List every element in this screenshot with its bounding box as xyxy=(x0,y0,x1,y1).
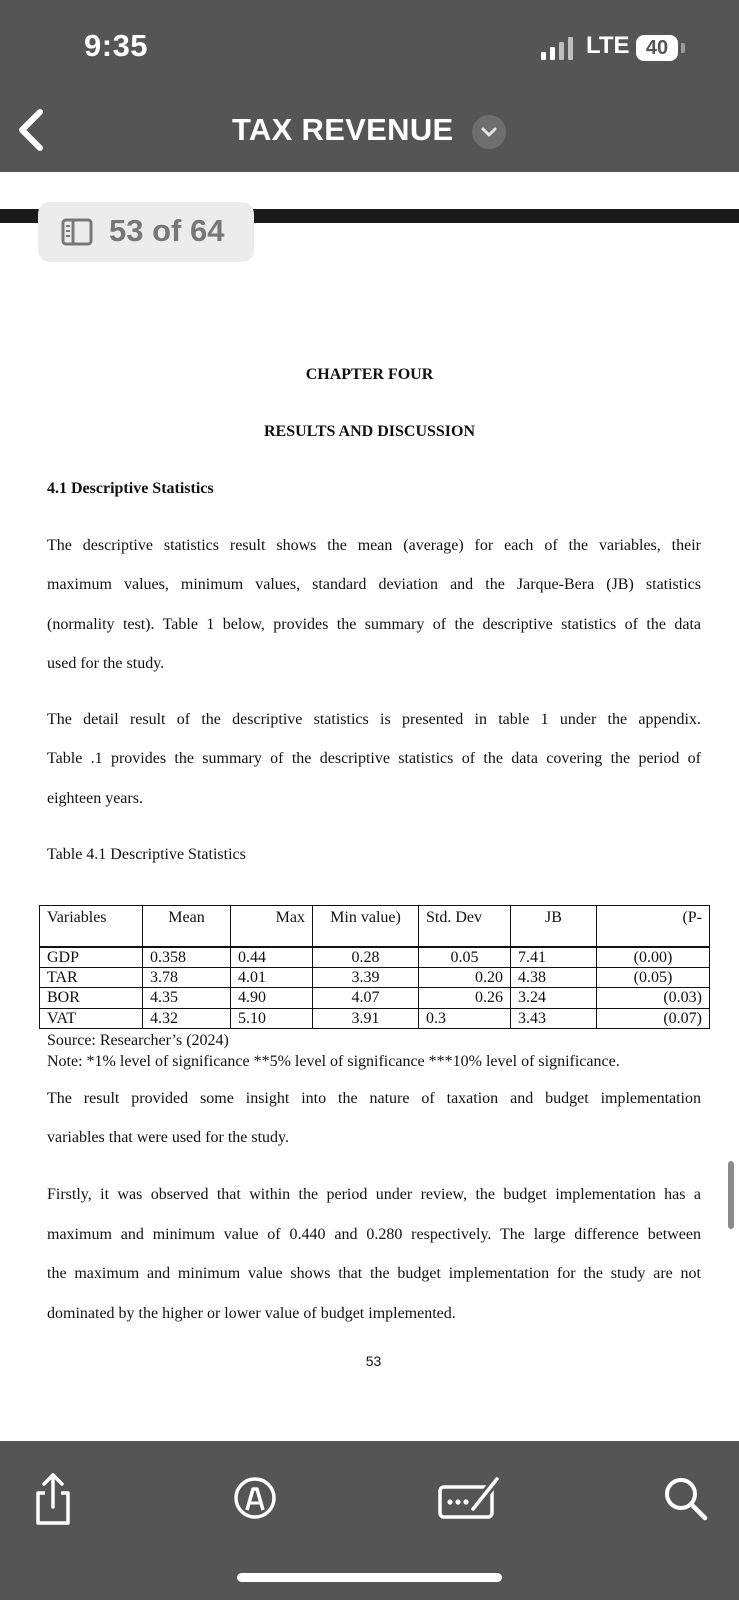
subheading: 4.1 Descriptive Statistics xyxy=(47,480,214,497)
chevron-left-icon xyxy=(14,106,48,154)
share-icon xyxy=(30,1471,76,1527)
sidebar-icon xyxy=(61,218,93,246)
table-cell: 3.24 xyxy=(511,988,597,1009)
status-time: 9:35 xyxy=(84,28,149,63)
table-cell: 3.39 xyxy=(313,967,419,988)
signal-icon xyxy=(541,36,577,60)
table-cell: 0.26 xyxy=(419,988,511,1009)
table-cell: 0.20 xyxy=(419,967,511,988)
annotate-icon xyxy=(437,1473,503,1523)
table-row xyxy=(40,947,710,968)
table-cell: 3.78 xyxy=(143,967,231,988)
table-header-row xyxy=(40,906,710,947)
table-cell: 4.07 xyxy=(313,988,419,1009)
paragraph-line: The detail result of the descriptive statistics is presented in table 1 under the appendix. xyxy=(47,711,701,728)
table-source: Source: Researcher’s (2024) xyxy=(47,1032,229,1049)
chevron-down-icon xyxy=(472,115,506,149)
search-button[interactable] xyxy=(661,1474,709,1522)
share-button[interactable] xyxy=(30,1471,76,1527)
paragraph-line: eighteen years. xyxy=(47,790,143,807)
table-header-cell: (P- xyxy=(597,906,710,947)
section-heading: RESULTS AND DISCUSSION xyxy=(263,423,476,440)
table-caption: Table 4.1 Descriptive Statistics xyxy=(47,846,246,863)
search-icon xyxy=(661,1474,709,1522)
paragraph-line: Table .1 provides the summary of the descriptive statistics of the data covering the period of xyxy=(47,750,701,767)
markup-button[interactable] xyxy=(232,1475,278,1521)
table-cell: 0.44 xyxy=(231,947,313,968)
table-header-cell: JB xyxy=(511,906,597,947)
table-header-cell: Std. Dev xyxy=(419,906,511,947)
table-cell: (0.05) xyxy=(597,967,710,988)
annotate-button[interactable] xyxy=(437,1473,503,1523)
battery-tip xyxy=(681,43,685,53)
home-indicator[interactable] xyxy=(237,1573,502,1582)
top-bar xyxy=(0,0,739,172)
table-header-cell: Mean xyxy=(143,906,231,947)
table-cell: (0.03) xyxy=(597,988,710,1009)
table-header-cell: Min value) xyxy=(313,906,419,947)
network-type: LTE xyxy=(586,32,630,59)
title-menu-button[interactable] xyxy=(472,115,506,149)
table-row xyxy=(40,988,710,1009)
page-indicator[interactable] xyxy=(38,202,254,262)
paragraph-line: (normality test). Table 1 below, provides the summary of the descriptive statistics of the data xyxy=(47,616,701,633)
paragraph-line: variables that were used for the study. xyxy=(47,1129,289,1146)
table-cell: 4.38 xyxy=(511,967,597,988)
table-cell: (0.07) xyxy=(597,1008,710,1029)
page-number: 53 xyxy=(365,1353,382,1369)
table-header-cell: Variables xyxy=(40,906,143,947)
paragraph-line: dominated by the higher or lower value of budget implemented. xyxy=(47,1305,456,1322)
table-cell: 0.358 xyxy=(143,947,231,968)
table-cell: 3.43 xyxy=(511,1008,597,1029)
paragraph-line: maximum values, minimum values, standard deviation and the Jarque-Bera (JB) statistics xyxy=(47,576,701,593)
table-cell: 4.35 xyxy=(143,988,231,1009)
table-cell: 4.90 xyxy=(231,988,313,1009)
table-cell: BOR xyxy=(40,988,143,1009)
table-cell: 4.01 xyxy=(231,967,313,988)
scrollbar-thumb[interactable] xyxy=(728,1161,734,1229)
table-cell: GDP xyxy=(40,947,143,968)
table-row xyxy=(40,1008,710,1029)
markup-icon xyxy=(232,1475,278,1521)
table-note: Note: *1% level of significance **5% level of significance ***10% level of significance. xyxy=(47,1053,620,1070)
table-row xyxy=(40,967,710,988)
table-cell: 0.05 xyxy=(419,947,511,968)
table-cell: (0.00) xyxy=(597,947,710,968)
back-button[interactable] xyxy=(14,106,48,154)
table-cell: 7.41 xyxy=(511,947,597,968)
document-title[interactable]: TAX REVENUE xyxy=(232,112,454,147)
table-cell: VAT xyxy=(40,1008,143,1029)
paragraph-line: The descriptive statistics result shows the mean (average) for each of the variables, their xyxy=(47,537,701,554)
table-cell: 5.10 xyxy=(231,1008,313,1029)
table-header-cell: Max xyxy=(231,906,313,947)
table-cell: 3.91 xyxy=(313,1008,419,1029)
table-cell: 4.32 xyxy=(143,1008,231,1029)
chapter-heading: CHAPTER FOUR xyxy=(305,366,434,383)
descriptive-statistics-table xyxy=(39,905,710,1029)
paragraph-line: used for the study. xyxy=(47,655,165,672)
table-cell: 0.3 xyxy=(419,1008,511,1029)
paragraph-line: The result provided some insight into the nature of taxation and budget implementation xyxy=(47,1090,701,1107)
paragraph-line: Firstly, it was observed that within the period under review, the budget implementation has a xyxy=(47,1186,701,1203)
paragraph-line: the maximum and minimum value shows that the budget implementation for the study are not xyxy=(47,1265,701,1282)
page-indicator-label: 53 of 64 xyxy=(109,213,225,248)
battery-icon: 40 xyxy=(636,35,678,61)
table-cell: 0.28 xyxy=(313,947,419,968)
paragraph-line: maximum and minimum value of 0.440 and 0.280 respectively. The large difference between xyxy=(47,1226,701,1243)
table-cell: TAR xyxy=(40,967,143,988)
